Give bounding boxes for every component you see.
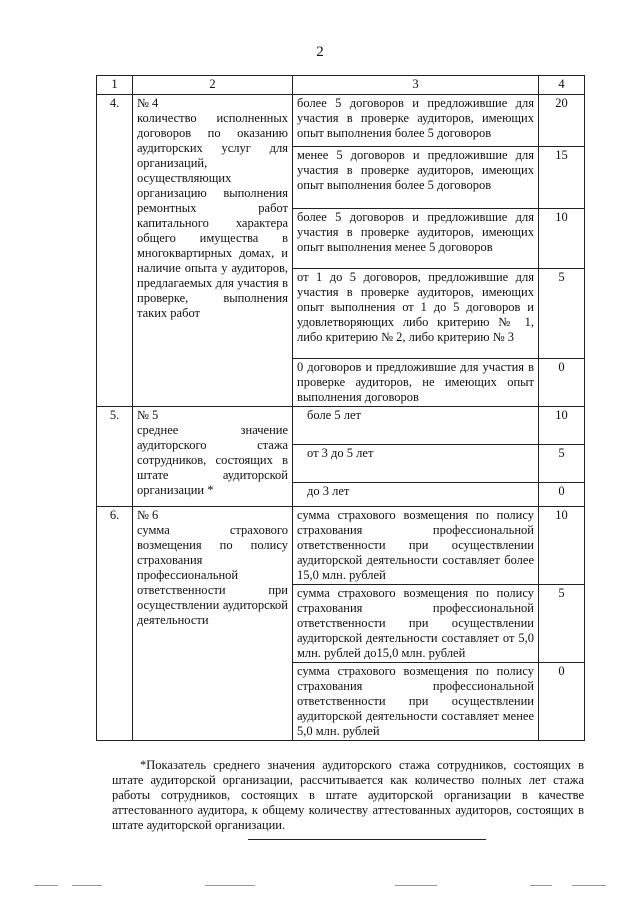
option-score: 5 [539, 269, 585, 359]
criteria-table [96, 75, 585, 741]
scan-artifact [72, 885, 102, 886]
criterion-cell [133, 95, 293, 407]
criterion-description: количество исполненных договоров по оказанию аудиторских услуг для организаций, осуществляющих организацию выполнения ремонтных работ капитального характера общего имущества в многоквартирных домах, и наличие опыта у аудиторов, предлагаемых для участия в проверке, выполнения таких работ [137, 111, 288, 320]
option-score: 10 [539, 407, 585, 445]
criterion-title: № 5 [137, 408, 159, 422]
scan-artifact [530, 885, 552, 886]
page-number: 2 [316, 44, 324, 60]
scan-artifact [205, 885, 255, 886]
option-score: 10 [539, 209, 585, 269]
option-score: 5 [539, 445, 585, 483]
column-number: 3 [293, 76, 539, 95]
option-score: 5 [539, 585, 585, 663]
option-text: более 5 договоров и предложившие для участия в проверке аудиторов, имеющих опыт выполнения более 5 договоров [293, 95, 539, 147]
criterion-title: № 4 [137, 96, 159, 110]
scan-artifact [34, 885, 58, 886]
criterion-title: № 6 [137, 508, 159, 522]
column-number: 1 [97, 76, 133, 95]
option-text: сумма страхового возмещения по полису страхования профессиональной ответственности при осуществлении аудиторской деятельности составляет более 15,0 млн. рублей [293, 507, 539, 585]
row-number: 6. [97, 507, 133, 741]
option-score: 15 [539, 147, 585, 209]
criterion-cell [133, 507, 293, 741]
option-score: 0 [539, 663, 585, 741]
column-number: 4 [539, 76, 585, 95]
option-text: до 3 лет [293, 483, 539, 507]
option-text: от 3 до 5 лет [293, 445, 539, 483]
table-row [97, 407, 585, 445]
row-number: 4. [97, 95, 133, 407]
scan-artifact [572, 885, 606, 886]
option-score: 10 [539, 507, 585, 585]
footnote: *Показатель среднего значения аудиторского стажа сотрудников, состоящих в штате аудиторской организации, рассчитывается как количество полных лет стажа работы сотрудников, состоящих в штате аудиторской организации в качестве аттестованного аудитора, к общему количеству аттестованных аудиторов, состоящих в штате аудиторской организации. [112, 758, 584, 832]
option-text: от 1 до 5 договоров, предложившие для участия в проверке аудиторов, имеющих опыт выполнения от 1 до 5 договоров и удовлетворяющих либо критерию № 1, либо критерию № 2, либо критерию № 3 [293, 269, 539, 359]
option-text: 0 договоров и предложившие для участия в проверке аудиторов, не имеющих опыт выполнения договоров [293, 359, 539, 407]
option-text: менее 5 договоров и предложившие для участия в проверке аудиторов, имеющих опыт выполнения более 5 договоров [293, 147, 539, 209]
option-score: 0 [539, 359, 585, 407]
column-number: 2 [133, 76, 293, 95]
option-text: более 5 договоров и предложившие для участия в проверке аудиторов, имеющих опыт выполнения менее 5 договоров [293, 209, 539, 269]
column-number-row [97, 76, 585, 95]
table-row [97, 507, 585, 585]
option-text: сумма страхового возмещения по полису страхования профессиональной ответственности при осуществлении аудиторской деятельности составляет менее 5,0 млн. рублей [293, 663, 539, 741]
scan-artifact [395, 885, 437, 886]
row-number: 5. [97, 407, 133, 507]
option-text: боле 5 лет [293, 407, 539, 445]
criterion-description: сумма страхового возмещения по полису страхования профессиональной ответственности при осуществлении аудиторской деятельности [137, 523, 288, 627]
table-row [97, 95, 585, 147]
option-text: сумма страхового возмещения по полису страхования профессиональной ответственности при осуществлении аудиторской деятельности составляет от 5,0 млн. рублей до15,0 млн. рублей [293, 585, 539, 663]
criterion-cell [133, 407, 293, 507]
criterion-description: среднее значение аудиторского стажа сотрудников, состоящих в штате аудиторской организации * [137, 423, 288, 497]
closing-divider [248, 839, 486, 840]
option-score: 0 [539, 483, 585, 507]
option-score: 20 [539, 95, 585, 147]
